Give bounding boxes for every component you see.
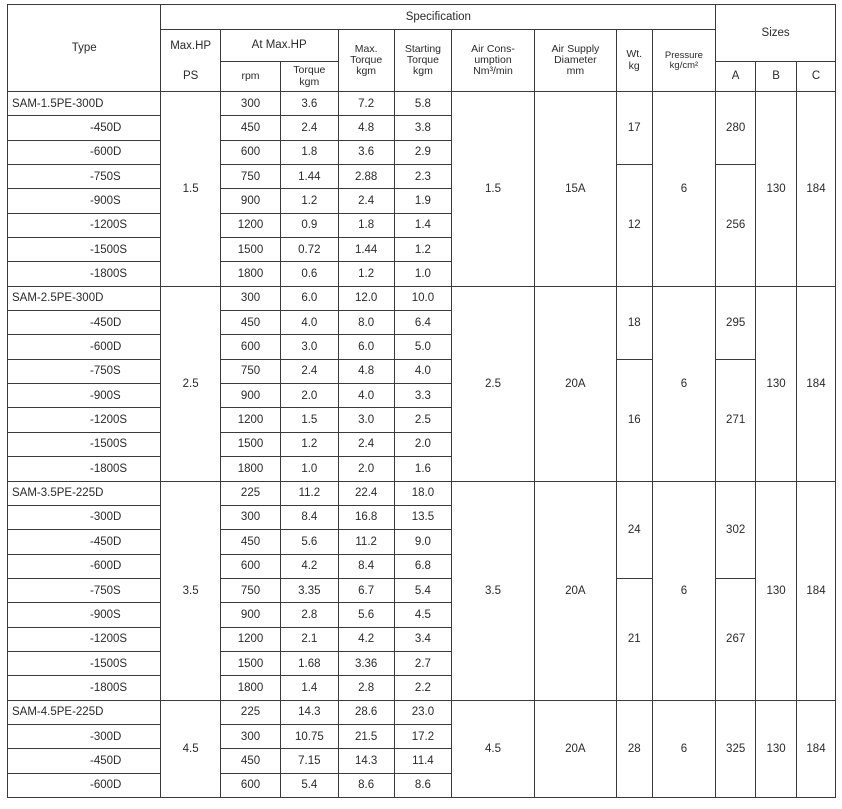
rpm-value: 600	[220, 773, 280, 797]
torque-value: 1.8	[281, 140, 338, 164]
model-type: -750S	[8, 359, 161, 383]
weight-value: 21	[616, 578, 652, 700]
type-header: Type	[8, 5, 161, 92]
torque-value: 1.2	[281, 432, 338, 456]
torque-value: 11.2	[281, 481, 338, 505]
model-type: -600D	[8, 335, 161, 359]
model-type: -600D	[8, 140, 161, 164]
starting-torque-value: 17.2	[394, 724, 451, 748]
ps-header: PS	[161, 62, 220, 92]
max-torque-value: 5.6	[338, 603, 394, 627]
rpm-value: 600	[220, 554, 280, 578]
rpm-value: 750	[220, 359, 280, 383]
torque-header: Torque kgm	[281, 62, 338, 92]
starting-torque-value: 10.0	[394, 286, 451, 310]
model-type: -900S	[8, 384, 161, 408]
size-c-value: 184	[797, 286, 836, 481]
model-type: -1200S	[8, 408, 161, 432]
air-supply-value: 20A	[534, 481, 616, 700]
model-type: -450D	[8, 749, 161, 773]
size-c-value: 184	[797, 700, 836, 797]
torque-value: 1.5	[281, 408, 338, 432]
size-a-value: 267	[716, 578, 756, 700]
air-consumption-header: Air Cons- umption Nm³/min	[452, 30, 535, 92]
starting-torque-value: 4.0	[394, 359, 451, 383]
model-type: -1200S	[8, 213, 161, 237]
model-type: -600D	[8, 554, 161, 578]
starting-torque-value: 13.5	[394, 505, 451, 529]
torque-value: 0.72	[281, 238, 338, 262]
torque-value: 1.2	[281, 189, 338, 213]
rpm-value: 1800	[220, 676, 280, 700]
torque-value: 0.6	[281, 262, 338, 286]
rpm-value: 600	[220, 140, 280, 164]
table-row	[8, 286, 836, 310]
max-torque-value: 3.36	[338, 651, 394, 675]
starting-torque-value: 2.5	[394, 408, 451, 432]
model-type: -900S	[8, 189, 161, 213]
max-torque-value: 4.0	[338, 384, 394, 408]
torque-value: 14.3	[281, 700, 338, 724]
starting-torque-value: 1.9	[394, 189, 451, 213]
rpm-value: 900	[220, 384, 280, 408]
size-a-value: 302	[716, 481, 756, 578]
starting-torque-value: 1.2	[394, 238, 451, 262]
torque-value: 1.0	[281, 457, 338, 481]
torque-value: 1.68	[281, 651, 338, 675]
model-type: -900S	[8, 603, 161, 627]
max-hp-value: 4.5	[161, 700, 220, 797]
rpm-value: 225	[220, 700, 280, 724]
weight-value: 18	[616, 286, 652, 359]
starting-torque-value: 8.6	[394, 773, 451, 797]
max-torque-value: 4.2	[338, 627, 394, 651]
air-supply-value: 20A	[534, 286, 616, 481]
max-torque-value: 2.4	[338, 432, 394, 456]
specification-header: Specification	[161, 5, 716, 30]
starting-torque-header: Starting Torque kgm	[394, 30, 451, 92]
starting-torque-value: 1.6	[394, 457, 451, 481]
max-hp-header: Max.HP	[161, 30, 220, 62]
specification-body	[8, 92, 836, 798]
rpm-value: 900	[220, 603, 280, 627]
torque-value: 3.35	[281, 578, 338, 602]
torque-value: 2.0	[281, 384, 338, 408]
max-torque-header: Max. Torque kgm	[338, 30, 394, 92]
rpm-value: 900	[220, 189, 280, 213]
rpm-value: 300	[220, 92, 280, 116]
max-torque-value: 12.0	[338, 286, 394, 310]
torque-value: 4.0	[281, 311, 338, 335]
torque-value: 1.4	[281, 676, 338, 700]
pressure-header: Pressure kg/cm²	[652, 30, 716, 92]
starting-torque-value: 3.8	[394, 116, 451, 140]
table-row	[8, 481, 836, 505]
torque-value: 2.8	[281, 603, 338, 627]
torque-value: 3.0	[281, 335, 338, 359]
rpm-value: 1800	[220, 262, 280, 286]
weight-header: Wt. kg	[616, 30, 652, 92]
max-hp-value: 1.5	[161, 92, 220, 287]
rpm-value: 1500	[220, 651, 280, 675]
max-torque-value: 4.8	[338, 359, 394, 383]
model-type: -450D	[8, 311, 161, 335]
air-consumption-value: 3.5	[452, 481, 535, 700]
starting-torque-value: 2.2	[394, 676, 451, 700]
model-type: -750S	[8, 165, 161, 189]
air-consumption-value: 4.5	[452, 700, 535, 797]
starting-torque-value: 5.0	[394, 335, 451, 359]
size-b-header: B	[756, 62, 797, 92]
size-b-value: 130	[756, 92, 797, 287]
pressure-value: 6	[652, 92, 716, 287]
max-torque-value: 7.2	[338, 92, 394, 116]
rpm-value: 1500	[220, 238, 280, 262]
model-type: -1800S	[8, 262, 161, 286]
max-torque-value: 14.3	[338, 749, 394, 773]
starting-torque-value: 9.0	[394, 530, 451, 554]
starting-torque-value: 5.4	[394, 578, 451, 602]
torque-value: 5.6	[281, 530, 338, 554]
max-torque-value: 2.88	[338, 165, 394, 189]
starting-torque-value: 3.4	[394, 627, 451, 651]
model-type: -300D	[8, 505, 161, 529]
starting-torque-value: 3.3	[394, 384, 451, 408]
pressure-value: 6	[652, 481, 716, 700]
starting-torque-value: 5.8	[394, 92, 451, 116]
rpm-value: 1200	[220, 213, 280, 237]
rpm-value: 1800	[220, 457, 280, 481]
model-type: -1200S	[8, 627, 161, 651]
size-b-value: 130	[756, 700, 797, 797]
max-torque-value: 22.4	[338, 481, 394, 505]
max-torque-value: 21.5	[338, 724, 394, 748]
max-torque-value: 2.8	[338, 676, 394, 700]
starting-torque-value: 18.0	[394, 481, 451, 505]
starting-torque-value: 6.4	[394, 311, 451, 335]
starting-torque-value: 2.9	[394, 140, 451, 164]
model-type: -1800S	[8, 676, 161, 700]
weight-value: 16	[616, 359, 652, 481]
rpm-value: 450	[220, 749, 280, 773]
at-max-hp-header: At Max.HP	[220, 30, 338, 62]
weight-value: 12	[616, 165, 652, 287]
rpm-value: 450	[220, 116, 280, 140]
model-type: -1500S	[8, 651, 161, 675]
starting-torque-value: 1.4	[394, 213, 451, 237]
size-a-value: 256	[716, 165, 756, 287]
max-torque-value: 4.8	[338, 116, 394, 140]
table-row	[8, 700, 836, 724]
max-hp-value: 2.5	[161, 286, 220, 481]
air-supply-value: 15A	[534, 92, 616, 287]
rpm-value: 225	[220, 481, 280, 505]
specification-table	[7, 4, 836, 798]
rpm-value: 300	[220, 505, 280, 529]
rpm-value: 1200	[220, 627, 280, 651]
size-a-value: 325	[716, 700, 756, 797]
torque-value: 5.4	[281, 773, 338, 797]
sizes-header: Sizes	[716, 5, 836, 62]
rpm-header: rpm	[220, 62, 280, 92]
starting-torque-value: 1.0	[394, 262, 451, 286]
air-supply-header: Air Supply Diameter mm	[534, 30, 616, 92]
starting-torque-value: 2.3	[394, 165, 451, 189]
max-torque-value: 28.6	[338, 700, 394, 724]
model-type: -450D	[8, 530, 161, 554]
model-type: -1800S	[8, 457, 161, 481]
size-b-value: 130	[756, 481, 797, 700]
rpm-value: 1500	[220, 432, 280, 456]
table-row	[8, 92, 836, 116]
max-torque-value: 6.7	[338, 578, 394, 602]
max-torque-value: 16.8	[338, 505, 394, 529]
size-a-header: A	[716, 62, 756, 92]
torque-value: 4.2	[281, 554, 338, 578]
torque-value: 6.0	[281, 286, 338, 310]
max-torque-value: 8.4	[338, 554, 394, 578]
torque-value: 8.4	[281, 505, 338, 529]
model-type: -450D	[8, 116, 161, 140]
rpm-value: 750	[220, 165, 280, 189]
rpm-value: 300	[220, 286, 280, 310]
model-type: -1500S	[8, 432, 161, 456]
model-type: SAM-2.5PE-300D	[8, 286, 161, 310]
air-supply-value: 20A	[534, 700, 616, 797]
starting-torque-value: 23.0	[394, 700, 451, 724]
torque-value: 2.4	[281, 359, 338, 383]
starting-torque-value: 2.0	[394, 432, 451, 456]
rpm-value: 300	[220, 724, 280, 748]
weight-value: 24	[616, 481, 652, 578]
size-b-value: 130	[756, 286, 797, 481]
rpm-value: 450	[220, 311, 280, 335]
pressure-value: 6	[652, 700, 716, 797]
size-a-value: 295	[716, 286, 756, 359]
size-c-header: C	[797, 62, 836, 92]
torque-value: 1.44	[281, 165, 338, 189]
pressure-value: 6	[652, 286, 716, 481]
max-torque-value: 1.8	[338, 213, 394, 237]
max-torque-value: 1.2	[338, 262, 394, 286]
torque-value: 7.15	[281, 749, 338, 773]
torque-value: 10.75	[281, 724, 338, 748]
size-c-value: 184	[797, 481, 836, 700]
rpm-value: 1200	[220, 408, 280, 432]
model-type: -750S	[8, 578, 161, 602]
model-type: SAM-4.5PE-225D	[8, 700, 161, 724]
max-torque-value: 6.0	[338, 335, 394, 359]
weight-value: 28	[616, 700, 652, 797]
max-torque-value: 11.2	[338, 530, 394, 554]
max-torque-value: 1.44	[338, 238, 394, 262]
torque-value: 2.4	[281, 116, 338, 140]
model-type: -1500S	[8, 238, 161, 262]
air-consumption-value: 2.5	[452, 286, 535, 481]
rpm-value: 750	[220, 578, 280, 602]
max-hp-value: 3.5	[161, 481, 220, 700]
max-torque-value: 3.0	[338, 408, 394, 432]
max-torque-value: 2.0	[338, 457, 394, 481]
max-torque-value: 2.4	[338, 189, 394, 213]
torque-value: 2.1	[281, 627, 338, 651]
model-type: SAM-1.5PE-300D	[8, 92, 161, 116]
max-torque-value: 8.0	[338, 311, 394, 335]
model-type: SAM-3.5PE-225D	[8, 481, 161, 505]
size-a-value: 280	[716, 92, 756, 165]
starting-torque-value: 11.4	[394, 749, 451, 773]
model-type: -300D	[8, 724, 161, 748]
size-c-value: 184	[797, 92, 836, 287]
max-torque-value: 3.6	[338, 140, 394, 164]
size-a-value: 271	[716, 359, 756, 481]
starting-torque-value: 6.8	[394, 554, 451, 578]
starting-torque-value: 2.7	[394, 651, 451, 675]
air-consumption-value: 1.5	[452, 92, 535, 287]
torque-value: 0.9	[281, 213, 338, 237]
torque-value: 3.6	[281, 92, 338, 116]
max-torque-value: 8.6	[338, 773, 394, 797]
rpm-value: 600	[220, 335, 280, 359]
rpm-value: 450	[220, 530, 280, 554]
starting-torque-value: 4.5	[394, 603, 451, 627]
model-type: -600D	[8, 773, 161, 797]
weight-value: 17	[616, 92, 652, 165]
